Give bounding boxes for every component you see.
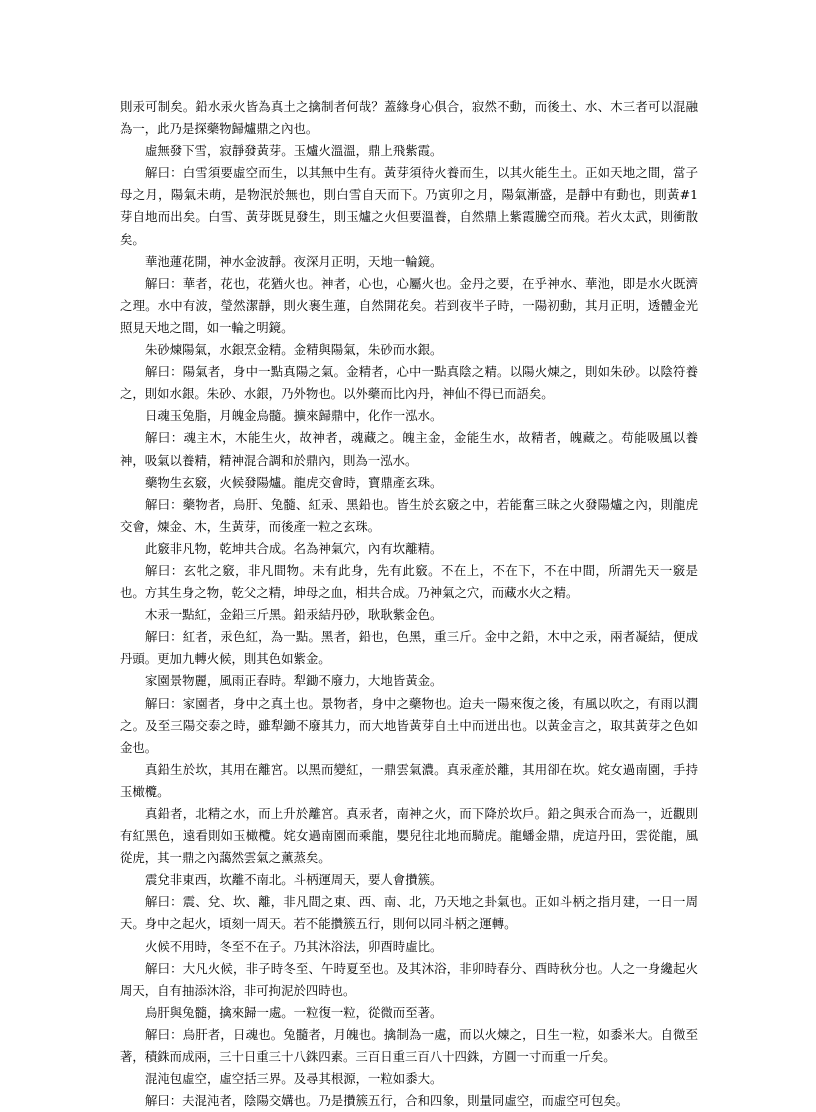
verse-line: 混沌包虛空，虛空括三界。及尋其根源，一粒如黍大。 [145, 1071, 443, 1087]
commentary-paragraph: 解曰：陽氣者，身中一點真陽之氣。金精者，心中一點真陰之精。以陽火煉之，則如朱砂。以陰符養之，則如水銀。朱砂、水銀，乃外物也。以外藥而比內丹，神仙不得已而語矣。 [120, 364, 698, 402]
verse-line: 藥物生玄竅，火候發陽爐。龍虎交會時，寶鼎產玄珠。 [145, 474, 443, 490]
verse-line: 烏肝與兔髓，擒來歸一處。一粒復一粒，從微而至著。 [145, 1004, 443, 1020]
commentary-paragraph: 解曰：家園者，身中之真土也。景物者，身中之藥物也。迨夫一陽來復之後，有風以吹之，有雨以潤之。及至三陽交泰之時，雖犁鋤不廢其力，而大地皆黃芽自土中而迸出也。以黃金言之，取其黃芽之色如金也。 [120, 695, 698, 755]
commentary-paragraph: 解曰：白雪須要虛空而生，以其無中生有。黃芽須待火養而生，以其火能生土。正如天地之間，當子母之月，陽氣未萌，是物泯於無也，則白雪自天而下。乃寅卯之月，陽氣漸盛，是靜中有動也，則黃#1 芽自地而出矣。白雪、黃芽既見發生，則玉爐之火但要溫養，自然鼎上紫霞騰空而飛。若火太武，則衝散矣。 [120, 165, 698, 247]
commentary-paragraph: 解曰：魂主木，木能生火，故神者，魂藏之。魄主金，金能生水，故精者，魄藏之。苟能吸風以養神，吸氣以養精，精神混合調和於鼎內，則為一泓水。 [120, 430, 698, 468]
commentary-paragraph: 解曰：夫混沌者，陰陽交媾也。乃是攢簇五行，合和四象，則量同虛空，而虛空可包矣。 [145, 1093, 629, 1109]
verse-line: 日魂玉兔脂，月魄金烏髓。擴來歸鼎中，化作一泓水。 [145, 408, 443, 424]
verse-line: 真鉛生於坎，其用在離宮。以黑而變紅，一鼎雲氣濃。真汞產於離，其用卻在坎。姹女過南園，手持玉橄欖。 [120, 761, 698, 799]
paragraph-continuation: 則汞可制矣。鉛水汞火皆為真土之擒制者何哉？蓋緣身心俱合，寂然不動，而後土、水、木三者可以混融為一，此乃是探藥物歸爐鼎之內也。 [120, 99, 698, 137]
verse-line: 震兌非東西，坎離不南北。斗柄運周天，要人會攢簇。 [145, 872, 443, 888]
verse-line: 虛無發下雪，寂靜發黃芽。玉爐火溫溫，鼎上飛紫霞。 [145, 143, 443, 159]
verse-line: 家園景物麗，風雨正春時。犁鋤不廢力，大地皆黃金。 [145, 673, 443, 689]
verse-line: 木汞一點紅，金鉛三斤黑。鉛汞結丹砂，耿耿紫金色。 [145, 607, 443, 623]
verse-line: 華池蓮花開，神水金波靜。夜深月正明，天地一輪鏡。 [145, 253, 443, 269]
verse-line: 此竅非凡物，乾坤共合成。名為神氣穴，內有坎離精。 [145, 540, 443, 556]
document-page [120, 96, 698, 1112]
commentary-paragraph: 解曰：大凡火候，非子時冬至、午時夏至也。及其沐浴，非卯時春分、酉時秋分也。人之一身纔起火周天，自有抽添沐浴，非可拘泥於四時也。 [120, 960, 698, 998]
commentary-paragraph: 解曰：藥物者，烏肝、兔髓、紅汞、黑鉛也。皆生於玄竅之中，若能奮三昧之火發陽爐之內，則龍虎交會，煉金、木，生黃芽，而後產一粒之玄珠。 [120, 496, 698, 534]
commentary-paragraph: 解曰：華者，花也，花猶火也。神者，心也，心屬火也。金丹之要，在乎神水、華池，即是水火既濟之理。水中有波，瑩然潔靜，則火裹生蓮，自然開花矣。若到夜半子時，一陽初動，其月正明，透體金光照見天地之間，如一輪之明鏡。 [120, 275, 698, 335]
commentary-paragraph: 解曰：玄牝之竅，非凡間物。未有此身，先有此竅。不在上，不在下，不在中間，所謂先天一竅是也。方其生身之物，乾父之精，坤母之血，相共合成。乃神氣之穴，而藏水火之精。 [120, 562, 698, 601]
commentary-paragraph: 解曰：紅者，汞色紅，為一點。黑者，鉛也，色黑，重三斤。金中之鉛，木中之汞，兩者凝結，便成丹頭。更加九轉火候，則其色如紫金。 [120, 629, 698, 667]
verse-line: 朱砂煉陽氣，水銀烹金精。金精與陽氣，朱砂而水銀。 [145, 342, 443, 358]
commentary-paragraph: 解曰：震、兌、坎、離，非凡間之東、西、南、北，乃天地之卦氣也。正如斗柄之指月建，一日一周天。身中之起火，頃刻一周天。若不能攢簇五行，則何以同斗柄之運轉。 [120, 894, 698, 932]
commentary-paragraph: 解曰：烏肝者，日魂也。兔髓者，月魄也。擒制為一處，而以火煉之，日生一粒，如黍米大。自微至著，積銖而成兩，三十日重三十八銖四素。三百日重三百八十四銖，方圓一寸而重一斤矣。 [120, 1026, 698, 1065]
commentary-paragraph: 真鉛者，北精之水，而上升於離宮。真汞者，南神之火，而下降於坎戶。鉛之與汞合而為一，近觀則有紅黑色，遠看則如玉橄欖。姹女過南園而乘龍，嬰兒往北地而騎虎。龍蟠金鼎，虎這丹田，雲從龍，風從虎，其一鼎之內藹然雲氣之薰蒸矣。 [120, 806, 698, 866]
verse-line: 火候不用時，冬至不在子。乃其沐浴法，卯酉時虛比。 [145, 938, 443, 954]
